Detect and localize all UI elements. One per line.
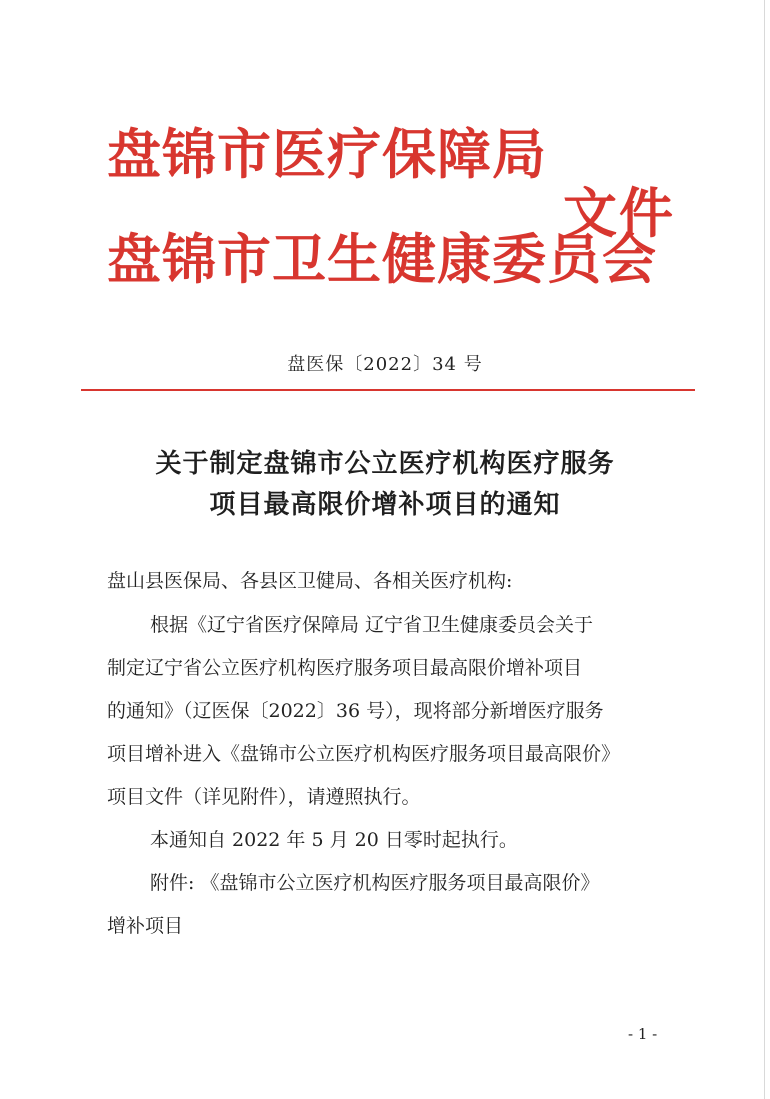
issuing-org-1: 盘锦市医疗保障局 xyxy=(107,122,547,186)
addressee: 盘山县医保局、各县区卫健局、各相关医疗机构: xyxy=(107,570,513,592)
attachment-line-1: 附件: 《盘锦市公立医疗机构医疗服务项目最高限价》 xyxy=(150,872,600,894)
effective-date: 本通知自 2022 年 5 月 20 日零时起执行。 xyxy=(150,829,518,851)
body-line: 根据《辽宁省医疗保障局 辽宁省卫生健康委员会关于 xyxy=(150,614,594,636)
issuing-org-2: 盘锦市卫生健康委员会 xyxy=(107,227,657,291)
page-number: - 1 - xyxy=(628,1025,658,1043)
attachment-line-2: 增补项目 xyxy=(107,915,184,937)
body-line: 项目文件（详见附件），请遵照执行。 xyxy=(107,786,421,808)
red-divider xyxy=(81,389,695,391)
notice-title-line-1: 关于制定盘锦市公立医疗机构医疗服务 xyxy=(155,449,615,479)
body-line: 制定辽宁省公立医疗机构医疗服务项目最高限价增补项目 xyxy=(107,657,583,679)
document-number: 盘医保〔2022〕34 号 xyxy=(287,354,483,375)
body-line: 项目增补进入《盘锦市公立医疗机构医疗服务项目最高限价》 xyxy=(107,743,621,765)
page-edge xyxy=(764,0,765,1099)
notice-title-line-2: 项目最高限价增补项目的通知 xyxy=(209,490,561,520)
document-type: 文件 xyxy=(563,181,675,245)
body-line: 的通知》（辽医保〔2022〕36 号），现将部分新增医疗服务 xyxy=(107,700,604,722)
